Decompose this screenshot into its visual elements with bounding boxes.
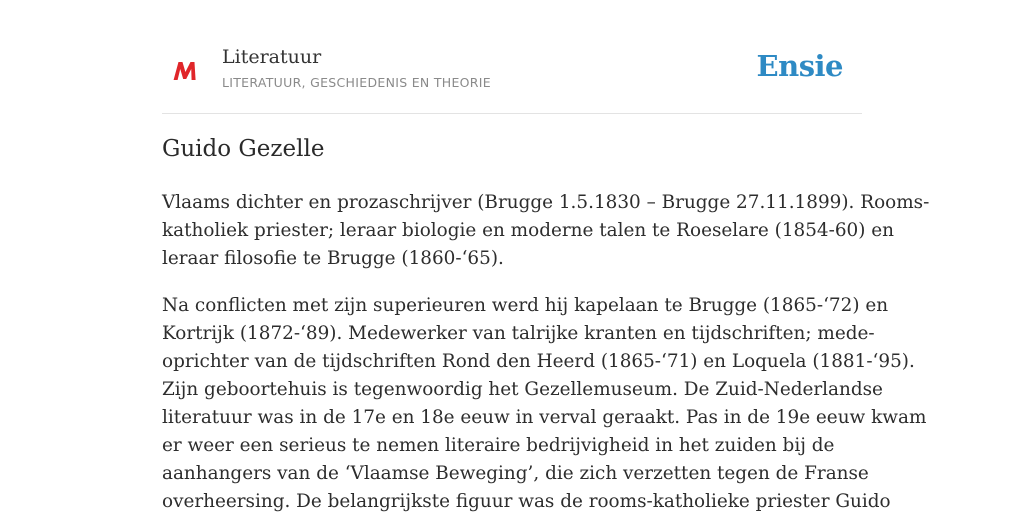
site-header (162, 40, 862, 114)
article-body (162, 189, 930, 512)
ensie-brand-logo[interactable]: Ensie (756, 49, 843, 83)
text-line: Zijn geboortehuis is tegenwoordig het Gezellemuseum. De Zuid-Nederlandse (162, 379, 883, 400)
text-line: katholiek priester; leraar biologie en moderne talen te Roeselare (1854-60) en (162, 220, 894, 241)
m-logo-icon[interactable] (172, 57, 198, 83)
text-line: overheersing. De belangrijkste figuur was de rooms-katholieke priester Guido (162, 491, 891, 512)
article-paragraph (162, 292, 927, 512)
article-title: Guido Gezelle (162, 136, 325, 162)
text-line: oprichter van de tijdschriften Rond den Heerd (1865-‘71) en Loquela (1881-‘95). (162, 351, 915, 372)
text-line: er weer een serieus te nemen literaire bedrijvigheid in het zuiden bij de (162, 435, 835, 456)
text-line: Vlaams dichter en prozaschrijver (Brugge 1.5.1830 – Brugge 27.11.1899). Rooms- (162, 192, 930, 213)
text-line: Kortrijk (1872-‘89). Medewerker van talrijke kranten en tijdschriften; mede- (162, 323, 875, 344)
article-paragraph (162, 189, 930, 273)
site-title[interactable]: Literatuur (222, 46, 322, 68)
text-line: aanhangers van de ‘Vlaamse Beweging’, die zich verzetten tegen de Franse (162, 463, 869, 484)
text-line: Na conflicten met zijn superieuren werd hij kapelaan te Brugge (1865-‘72) en (162, 295, 889, 316)
text-line: literatuur was in de 17e en 18e eeuw in verval geraakt. Pas in de 19e eeuw kwam (162, 407, 927, 428)
site-subtitle: LITERATUUR, GESCHIEDENIS EN THEORIE (222, 75, 491, 90)
text-line: leraar filosofie te Brugge (1860-‘65). (162, 248, 504, 269)
